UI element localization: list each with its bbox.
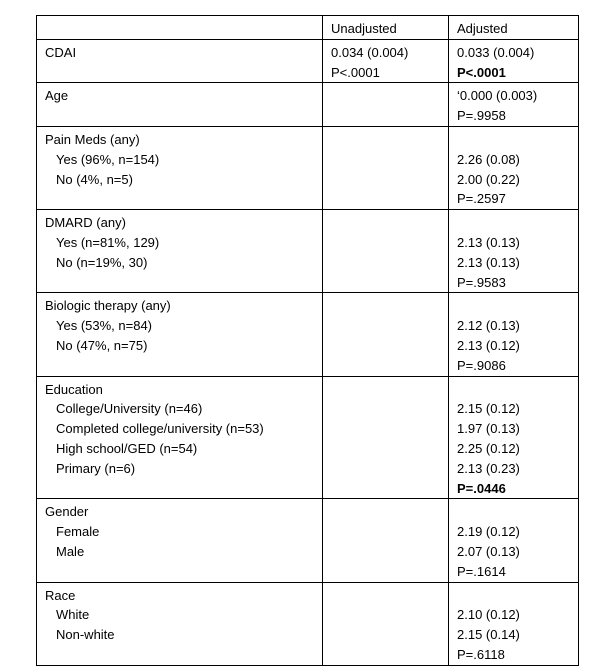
adjusted-value: 2.15 (0.14): [457, 627, 520, 643]
category-label: Completed college/university (n=53): [56, 421, 264, 437]
variable-label: DMARD (any): [45, 215, 126, 231]
adjusted-cell: [449, 126, 579, 209]
table-row-education: [37, 376, 579, 499]
table-row-age: [37, 83, 579, 127]
adjusted-value: 2.13 (0.13): [457, 254, 520, 270]
table-row-dmard: [37, 210, 579, 293]
adjusted-p-value: P=.0446: [457, 480, 506, 496]
adjusted-p-value: P=.1614: [457, 563, 506, 579]
category-label: Male: [56, 543, 85, 559]
header-unadjusted-cell: [323, 16, 449, 40]
unadjusted-cell: [323, 210, 449, 293]
category-label: White: [56, 607, 90, 623]
table-row-pain-meds: [37, 126, 579, 209]
variable-label: CDAI: [45, 44, 77, 60]
variable-label: Race: [45, 587, 76, 603]
variable-label: Pain Meds (any): [45, 131, 140, 147]
variable-cell: [37, 126, 323, 209]
unadjusted-value: 0.034 (0.004): [331, 44, 409, 60]
adjusted-p-value: P=.2597: [457, 191, 506, 207]
unadjusted-cell: [323, 39, 449, 83]
table-row-cdai: [37, 39, 579, 83]
variable-label: Gender: [45, 504, 89, 520]
adjusted-value: 2.13 (0.23): [457, 460, 520, 476]
unadjusted-cell: [323, 582, 449, 665]
unadjusted-p-value: P<.0001: [331, 64, 380, 80]
adjusted-cell: [449, 376, 579, 499]
header-row: [37, 16, 579, 40]
category-label: Yes (n=81%, 129): [56, 234, 160, 250]
variable-cell: [37, 293, 323, 376]
category-label: Yes (53%, n=84): [56, 318, 153, 334]
adjusted-value: 2.15 (0.12): [457, 401, 520, 417]
header-adjusted-label: Adjusted: [457, 21, 508, 36]
table-row-biologic-therapy: [37, 293, 579, 376]
adjusted-value: 0.033 (0.004): [457, 44, 535, 60]
adjusted-value: 2.10 (0.12): [457, 607, 520, 623]
adjusted-value: 2.12 (0.13): [457, 318, 520, 334]
variable-label: Education: [45, 381, 103, 397]
adjusted-p-value: P=.9583: [457, 274, 506, 290]
unadjusted-cell: [323, 83, 449, 127]
variable-cell: [37, 83, 323, 127]
adjusted-p-value: P=.9958: [457, 108, 506, 124]
adjusted-cell: [449, 39, 579, 83]
adjusted-cell: [449, 582, 579, 665]
table-row-gender: [37, 499, 579, 582]
adjusted-p-value: P=.9086: [457, 357, 506, 373]
adjusted-p-value: P<.0001: [457, 64, 506, 80]
category-label: High school/GED (n=54): [56, 440, 198, 456]
variable-label: Biologic therapy (any): [45, 298, 171, 314]
category-label: Yes (96%, n=154): [56, 151, 160, 167]
adjusted-value: 2.07 (0.13): [457, 543, 520, 559]
header-unadjusted-label: Unadjusted: [331, 21, 397, 36]
adjusted-value: 1.97 (0.13): [457, 421, 520, 437]
adjusted-value: 2.13 (0.12): [457, 337, 520, 353]
category-label: Non-white: [56, 627, 115, 643]
category-label: No (4%, n=5): [56, 171, 133, 187]
adjusted-value: 2.19 (0.12): [457, 524, 520, 540]
variable-label: Age: [45, 88, 69, 104]
adjusted-cell: [449, 210, 579, 293]
category-label: Female: [56, 524, 100, 540]
adjusted-value: 2.25 (0.12): [457, 440, 520, 456]
header-variable-cell: [37, 16, 323, 40]
adjusted-cell: [449, 293, 579, 376]
variable-cell: [37, 582, 323, 665]
category-label: No (n=19%, 30): [56, 254, 148, 270]
adjusted-p-value: P=.6118: [457, 646, 505, 662]
unadjusted-cell: [323, 499, 449, 582]
category-label: No (47%, n=75): [56, 337, 148, 353]
category-label: College/University (n=46): [56, 401, 203, 417]
variable-cell: [37, 499, 323, 582]
unadjusted-cell: [323, 376, 449, 499]
table-row-race: [37, 582, 579, 665]
header-adjusted-cell: [449, 16, 579, 40]
adjusted-value: ‘0.000 (0.003): [457, 88, 538, 104]
category-label: Primary (n=6): [56, 460, 136, 476]
adjusted-value: 2.13 (0.13): [457, 234, 520, 250]
results-table: [36, 15, 579, 666]
variable-cell: [37, 39, 323, 83]
adjusted-cell: [449, 499, 579, 582]
adjusted-value: 2.26 (0.08): [457, 151, 520, 167]
adjusted-value: 2.00 (0.22): [457, 171, 520, 187]
variable-cell: [37, 210, 323, 293]
adjusted-cell: [449, 83, 579, 127]
unadjusted-cell: [323, 293, 449, 376]
variable-cell: [37, 376, 323, 499]
unadjusted-cell: [323, 126, 449, 209]
